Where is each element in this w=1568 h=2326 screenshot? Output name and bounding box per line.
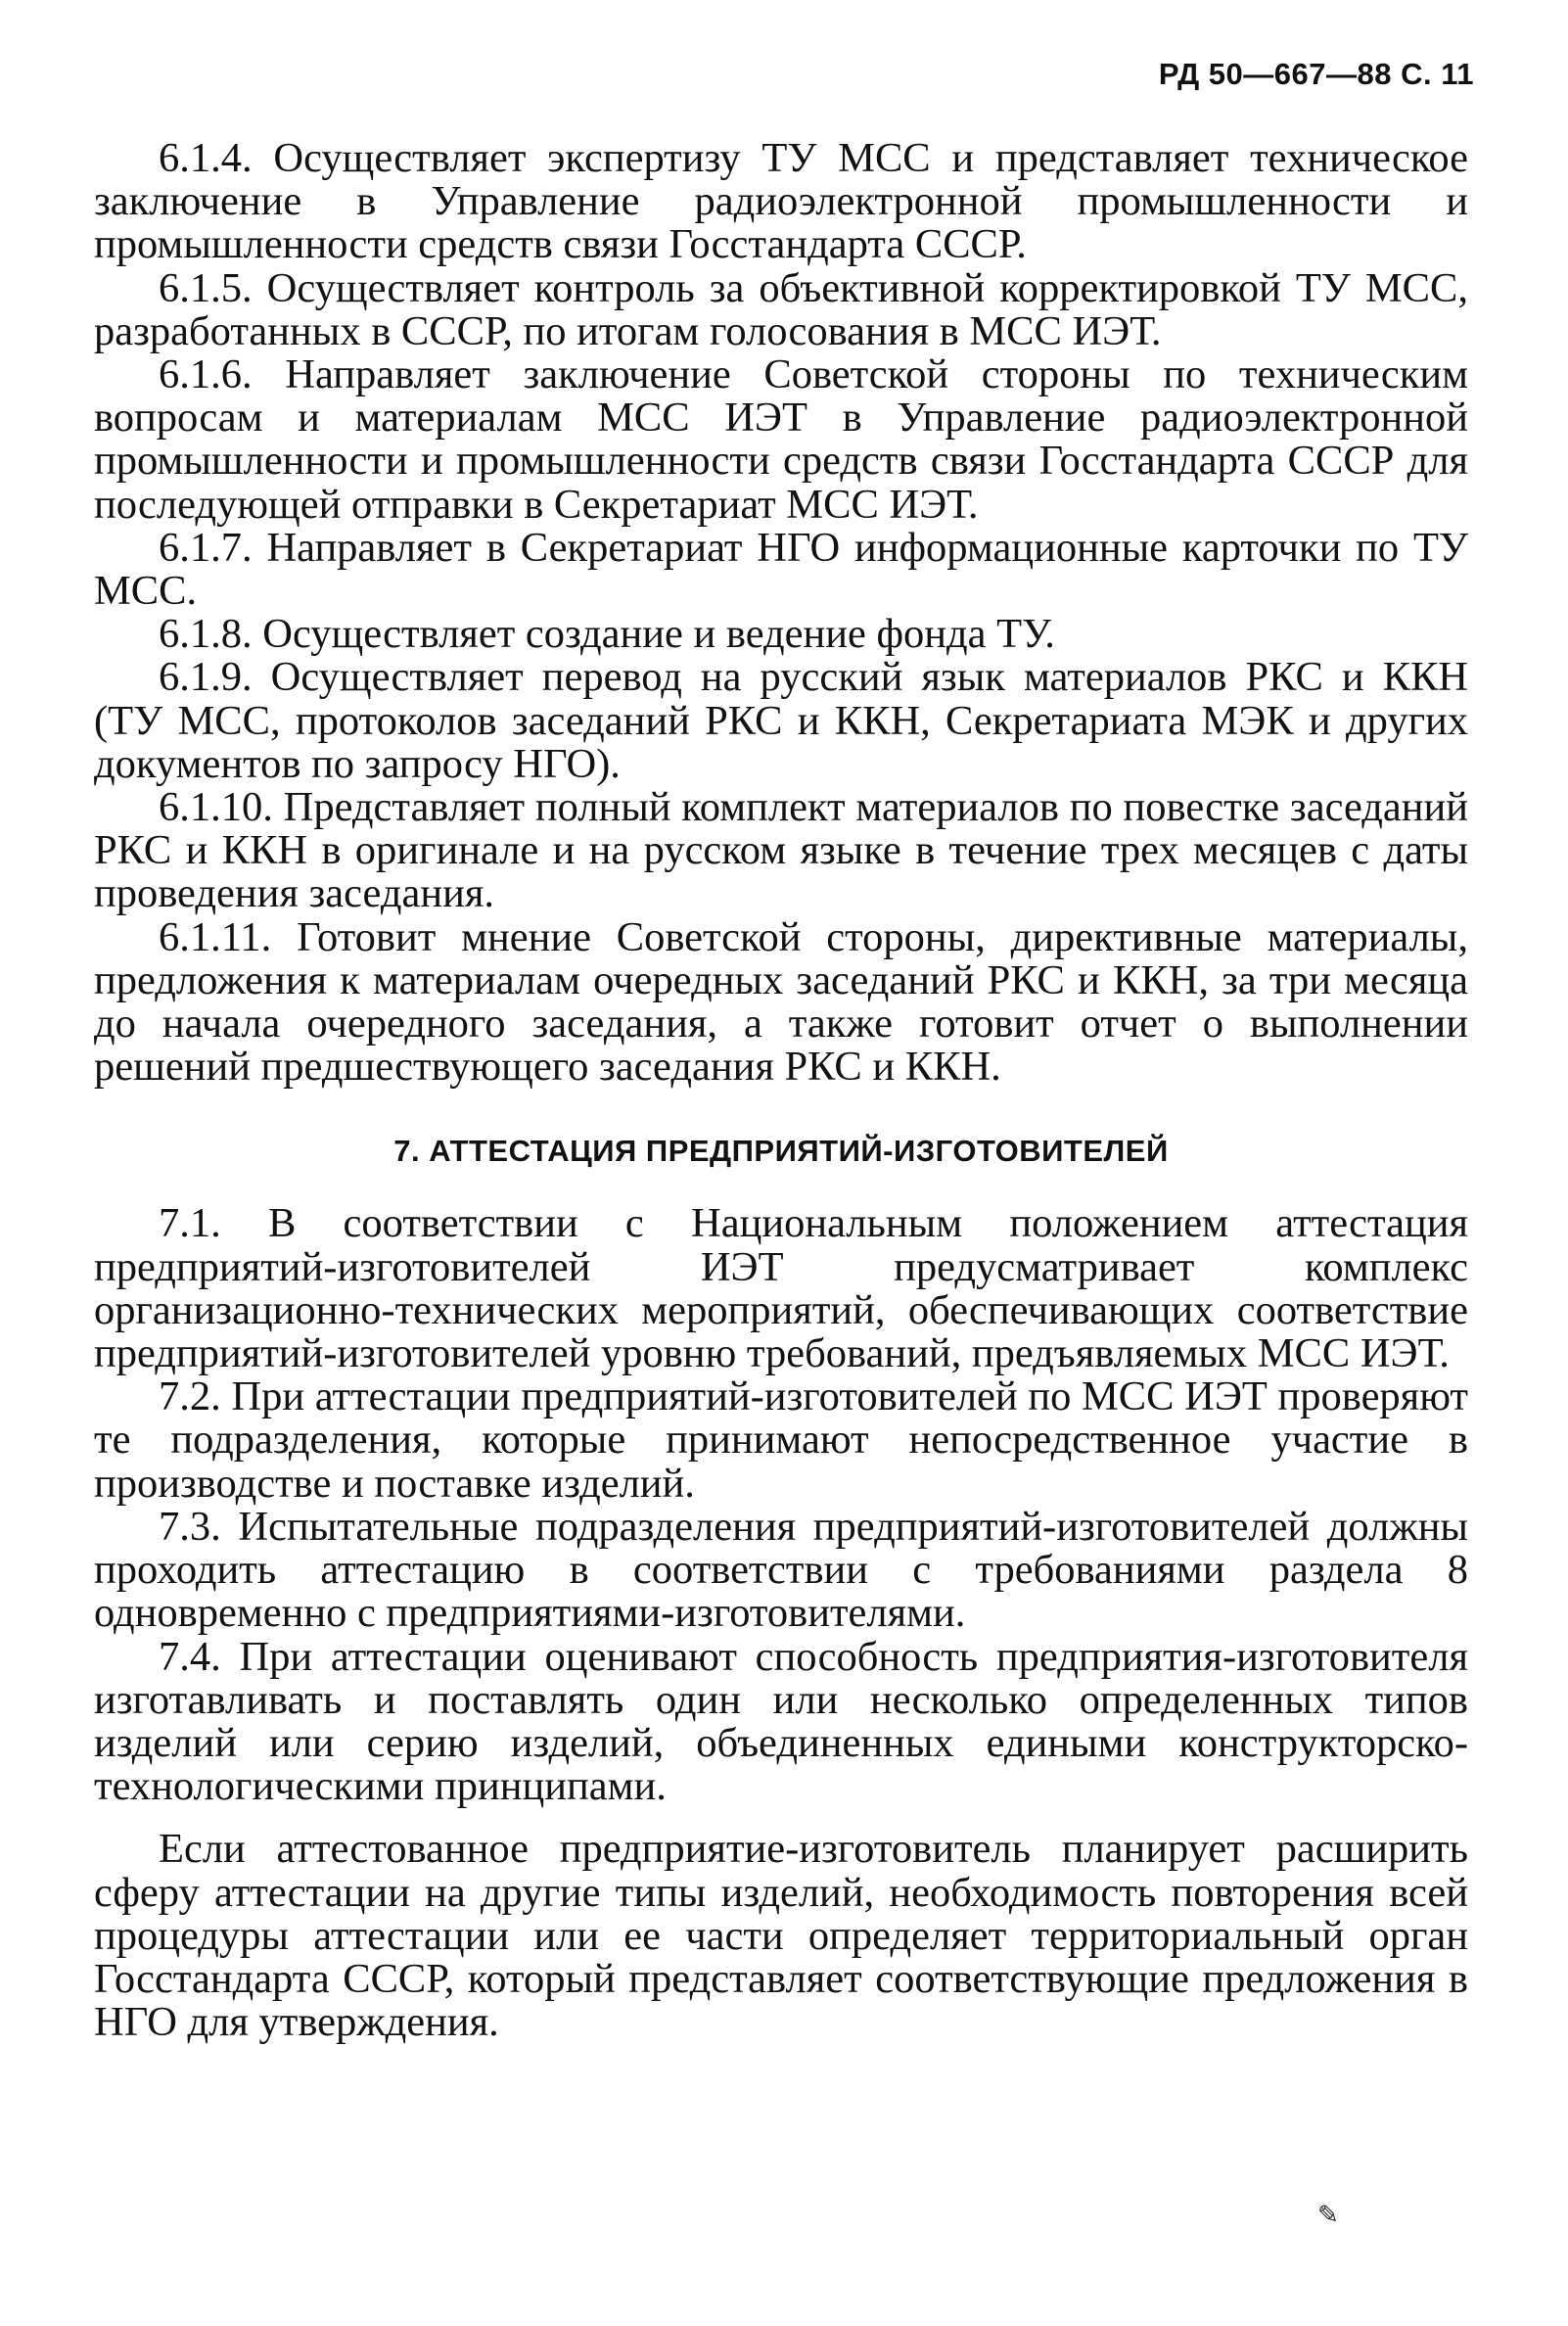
paragraph-6-1-7: 6.1.7. Направляет в Секретариат НГО информационные карточки по ТУ МСС. xyxy=(94,524,1468,615)
paragraph-6-1-9: 6.1.9. Осуществляет перевод на русский язык материалов РКС и ККН (ТУ МСС, протоколов заседаний РКС и ККН, Секретариата МЭК и других документов по запросу НГО). xyxy=(94,654,1468,787)
paragraph-7-4-continuation: Если аттестованное предприятие-изготовитель планирует расширить сферу аттестации на другие типы изделий, необходимость повторения всей процедуры аттестации или ее части определяет территориальный орган Госстандарта СССР, который представляет соответствующие предложения в НГО для утверждения. xyxy=(94,1826,1468,2046)
paragraph-7-1: 7.1. В соответствии с Национальным положением аттестация предприятий-изготовителей ИЭТ предусматривает комплекс организационно-технических мероприятий, обеспечивающих соответствие предприятий-изготовителей уровню требований, предъявляемых МСС ИЭТ. xyxy=(94,1200,1468,1377)
paragraph-6-1-4: 6.1.4. Осуществляет экспертизу ТУ МСС и представляет техническое заключение в Управление радиоэлектронной промышленности и промышленности средств связи Госстандарта СССР. xyxy=(94,135,1468,268)
paragraph-7-3: 7.3. Испытательные подразделения предприятий-изготовителей должны проходить аттестацию в соответствии с требованиями раздела 8 одновременно с предприятиями-изготовителями. xyxy=(94,1503,1468,1637)
paragraph-7-2: 7.2. При аттестации предприятий-изготовителей по МСС ИЭТ проверяют те подразделения, которые принимают непосредственное участие в производстве и поставке изделий. xyxy=(94,1373,1468,1507)
paragraph-7-4: 7.4. При аттестации оценивают способность предприятия-изготовителя изготавливать и поставлять один или несколько определенных типов изделий или серию изделий, объединенных едиными конструкторско-технологическими принципами. xyxy=(94,1633,1468,1810)
paragraph-6-1-6: 6.1.6. Направляет заключение Советской стороны по техническим вопросам и материалам МСС ИЭТ в Управление радиоэлектронной промышленности и промышленности средств связи Госстандарта СССР для последующей отправки в Секретариат МСС ИЭТ. xyxy=(94,351,1468,528)
ink-speck: ✎ xyxy=(1317,2201,1339,2229)
paragraph-6-1-5: 6.1.5. Осуществляет контроль за объективной корректировкой ТУ МСС, разработанных в СССР, по итогам голосования в МСС ИЭТ. xyxy=(94,264,1468,354)
paragraph-6-1-11: 6.1.11. Готовит мнение Советской стороны, директивные материалы, предложения к материалам очередных заседаний РКС и ККН, за три месяца до начала очередного заседания, а также готовит отчет о выполнении решений предшествующего заседания РКС и ККН. xyxy=(94,913,1468,1091)
section-7-heading: 7. АТТЕСТАЦИЯ ПРЕДПРИЯТИЙ-ИЗГОТОВИТЕЛЕЙ xyxy=(393,1134,1169,1169)
running-header: РД 50—667—88 С. 11 xyxy=(1158,57,1474,91)
body-text xyxy=(94,137,1468,2044)
paragraph-6-1-10: 6.1.10. Представляет полный комплект материалов по повестке заседаний РКС и ККН в оригинале и на русском языке в течение трех месяцев с даты проведения заседания. xyxy=(94,784,1468,917)
paragraph-6-1-8: 6.1.8. Осуществляет создание и ведение фонда ТУ. xyxy=(159,611,1055,658)
